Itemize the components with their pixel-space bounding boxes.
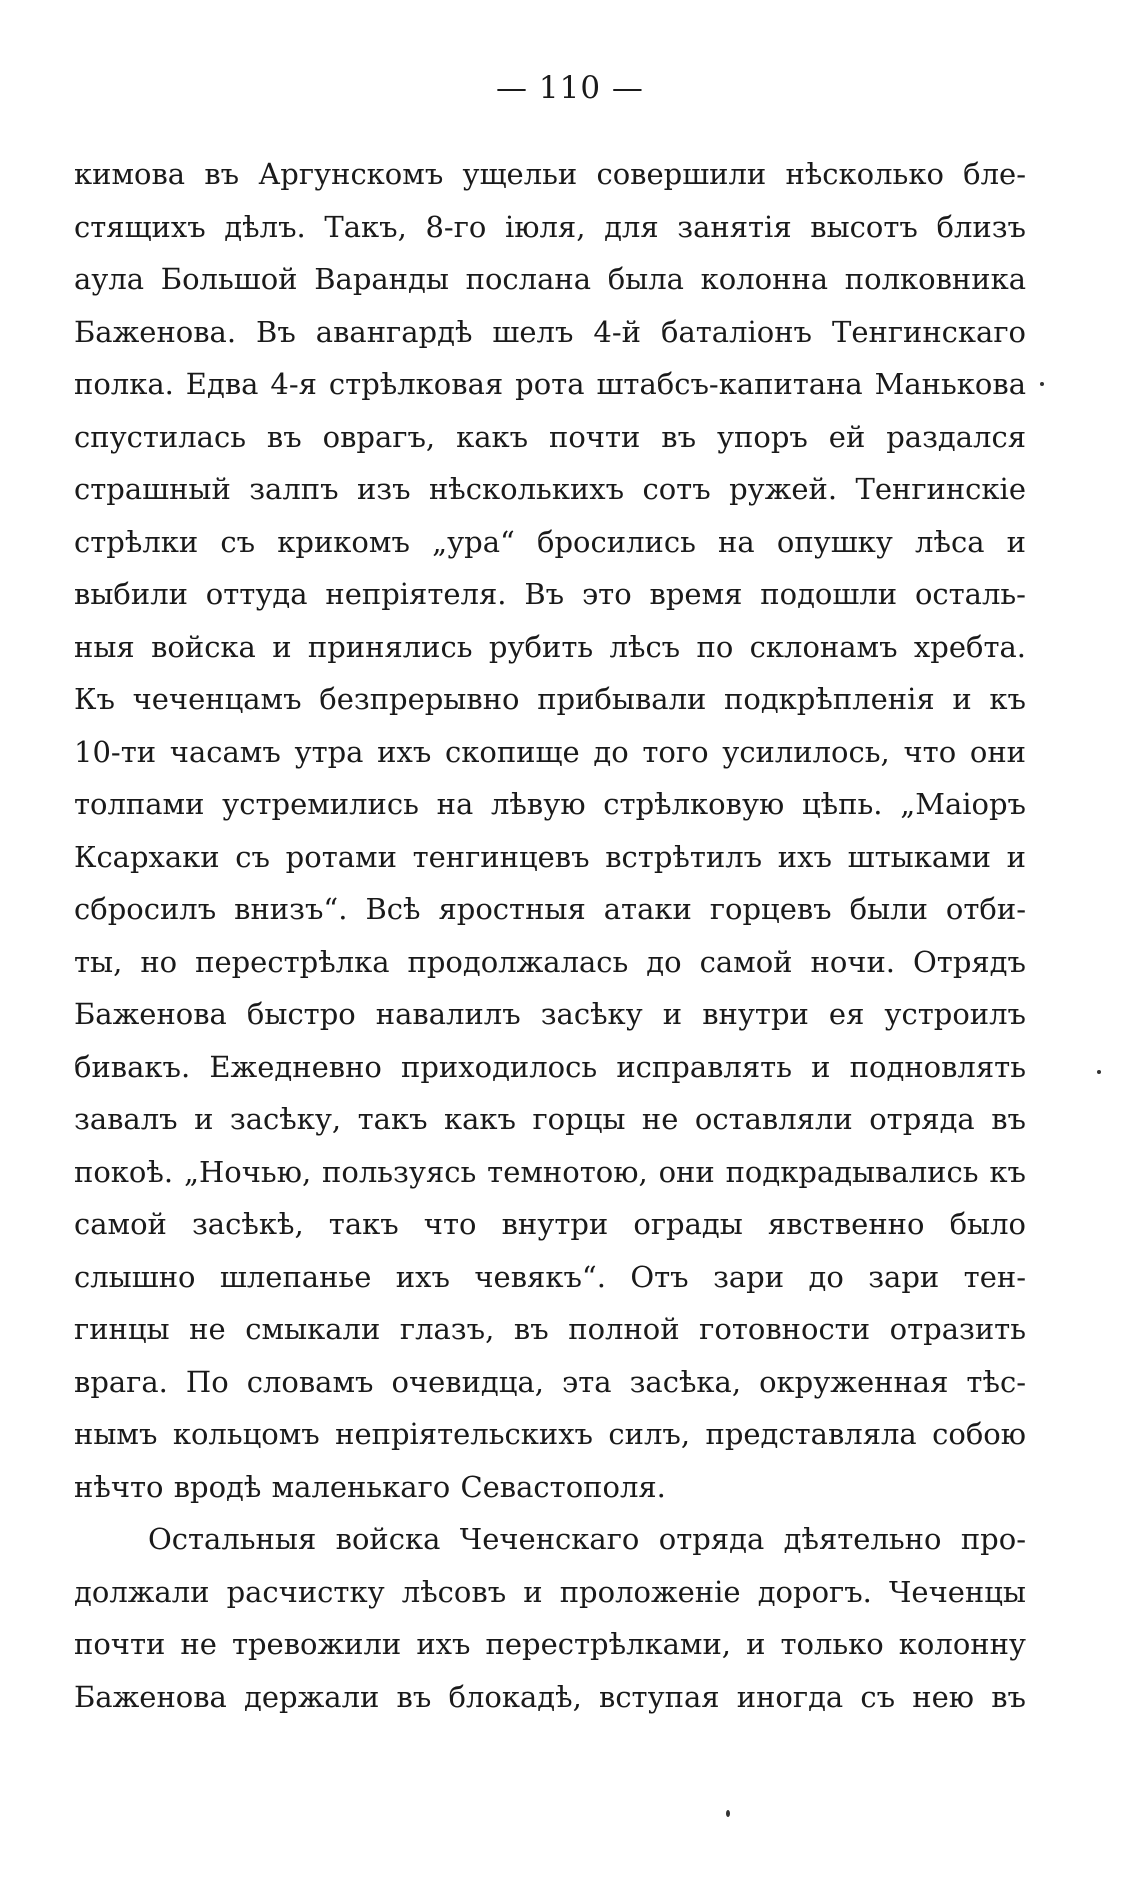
text-line: ты, но перестрѣлка продолжалась до самой ночи. Отрядъ	[74, 944, 1026, 979]
print-speck	[1097, 1070, 1101, 1074]
page-number: — 110 —	[496, 70, 644, 106]
text-line: кимова въ Аргунскомъ ущельи совершили нѣсколько бле-	[74, 157, 1026, 191]
text-line: Къ чеченцамъ безпрерывно прибывали подкрѣпленія и къ	[74, 682, 1026, 716]
text-line: Баженова. Въ авангардѣ шелъ 4-й баталіонъ Тенгинскаго	[74, 314, 1026, 349]
text-line: аула Большой Варанды послана была колонна полковника	[74, 262, 1026, 296]
text-line: Ксархаки съ ротами тенгинцевъ встрѣтилъ ихъ штыками и	[74, 839, 1026, 874]
text-line: выбили оттуда непріятеля. Въ это время подошли осталь-	[74, 577, 1026, 611]
text-line: покоѣ. „Ночью, пользуясь темнотою, они подкрадывались къ	[74, 1154, 1026, 1189]
text-line: стрѣлки съ крикомъ „ура“ бросились на опушку лѣса и	[74, 524, 1026, 559]
text-line: толпами устремились на лѣвую стрѣлковую цѣпь. „Маіоръ	[74, 787, 1026, 821]
text-line: Баженова быстро навалилъ засѣку и внутри ея устроилъ	[74, 997, 1026, 1031]
paragraph-2	[74, 1513, 1026, 1723]
text-line: врага. По словамъ очевидца, эта засѣка, окруженная тѣс-	[74, 1364, 1026, 1399]
text-line: почти не тревожили ихъ перестрѣлками, и только колонну	[74, 1627, 1026, 1661]
text-line: полка. Едва 4-я стрѣлковая рота штабсъ-капитана Манькова	[74, 367, 1026, 401]
text-line: бивакъ. Ежедневно приходилось исправлять и подновлять	[74, 1049, 1026, 1084]
text-line: слышно шлепанье ихъ чевякъ“. Отъ зари до зари тен-	[74, 1259, 1026, 1294]
text-line: завалъ и засѣку, такъ какъ горцы не оставляли отряда въ	[74, 1102, 1026, 1136]
text-line: стящихъ дѣлъ. Такъ, 8-го іюля, для занятія высотъ близъ	[74, 209, 1026, 244]
print-speck	[726, 1810, 730, 1817]
text-line: спустилась въ оврагъ, какъ почти въ упоръ ей раздался	[74, 419, 1026, 454]
text-line: нѣчто вродѣ маленькаго Севастополя.	[74, 1469, 666, 1504]
text-line: должали расчистку лѣсовъ и проложеніе дорогъ. Чеченцы	[74, 1574, 1026, 1609]
text-line: Остальныя войска Чеченскаго отряда дѣятельно про-	[148, 1522, 1026, 1556]
paragraph-1	[74, 148, 1026, 1513]
text-line: самой засѣкѣ, такъ что внутри ограды явственно было	[74, 1207, 1026, 1241]
print-speck	[1040, 382, 1044, 386]
text-line: 10-ти часамъ утра ихъ скопище до того усилилось, что они	[74, 734, 1026, 769]
text-line: ныя войска и принялись рубить лѣсъ по склонамъ хребта.	[74, 629, 1026, 664]
text-line: нымъ кольцомъ непріятельскихъ силъ, представляла собою	[74, 1417, 1026, 1451]
text-line: сбросилъ внизъ“. Всѣ яростныя атаки горцевъ были отби-	[74, 892, 1026, 926]
text-line: гинцы не смыкали глазъ, въ полной готовности отразить	[74, 1312, 1026, 1346]
text-line: страшный залпъ изъ нѣсколькихъ сотъ ружей. Тенгинскіе	[74, 472, 1026, 506]
text-line: Баженова держали въ блокадѣ, вступая иногда съ нею въ	[74, 1679, 1026, 1714]
